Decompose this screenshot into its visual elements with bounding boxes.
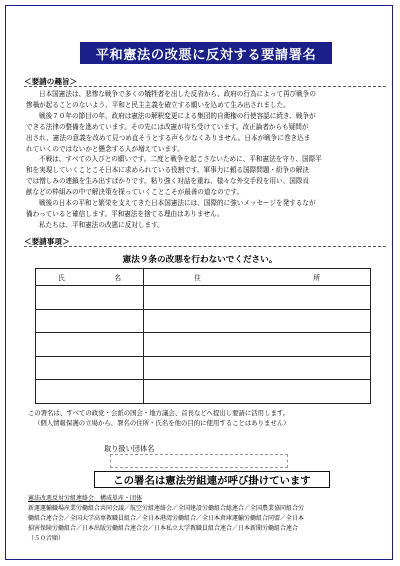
address-field[interactable] <box>144 286 371 310</box>
summary-line: 献などの枠組みの中で解決策を探っていくことこそが最善の道なのです。 <box>26 188 244 197</box>
summary-divider <box>24 86 386 87</box>
address-field[interactable] <box>144 309 371 333</box>
address-column-header: 住 所 <box>144 269 371 286</box>
org-label: 取り扱い団体名 <box>104 444 155 453</box>
table-row <box>36 309 371 333</box>
request-divider <box>24 246 386 247</box>
name-column-header: 氏 名 <box>36 269 144 286</box>
summary-line: 出され、憲法の意義を改めて見つめ直そうとする声も少なくありません。日本が戦争に巻き込ま <box>26 133 311 142</box>
name-field[interactable] <box>36 380 144 404</box>
summary-line: 私たちは、平和憲法の改悪に反対します。 <box>39 220 164 229</box>
notes <box>28 408 388 428</box>
summary-line: 惨禍が起ることのないよう、平和と民主主義を確立する願いを込めて生み出されました。 <box>26 100 290 109</box>
footer-title: 憲法改悪反対労組連絡会 構成単産・団体 <box>28 495 143 502</box>
address-field[interactable] <box>144 356 371 380</box>
table-header-row <box>36 269 371 286</box>
footer-line: 働組合連合会／全国大学高専教職員組合／全日本港湾労働組合／全日本倉庫運輸労働組合同盟／全日本 <box>28 515 305 522</box>
name-field[interactable] <box>36 309 144 333</box>
summary-line: 戦後７０年の節目の年、政府は憲法の解釈変更による集団的自衛権の行使容認に続き、戦争が <box>39 111 316 120</box>
org-name-field[interactable] <box>110 454 288 468</box>
summary-line: 日本国憲法は、悲惨な戦争で多くの犠牲者を出した反省から、政府の行為によって再び戦争の <box>39 90 316 98</box>
address-field[interactable] <box>144 380 371 404</box>
call-banner: この署名は憲法労組連が呼び掛けています <box>94 471 330 488</box>
table-row <box>36 333 371 357</box>
name-field[interactable] <box>36 356 144 380</box>
summary-line: では憎しみの連鎖を生み出すばかりです。粘り強く対話を重ね、様々な外交手段を用い、国際貢 <box>26 177 310 186</box>
signature-sheet <box>5 5 393 560</box>
summary-line: れていくのではないかと懸念する人が増えています。 <box>26 144 184 153</box>
summary-line: 和を実現していくことこそ日本に求められている役割です。軍事力に頼る国際問題・紛争の解決 <box>26 166 310 175</box>
footer-line: 新運運輸職場産業労働組合共同会議／航空労組連絡会／全国建設労働組合総連合／全国農業協同組合労 <box>28 505 305 512</box>
summary-body <box>26 89 388 231</box>
footer <box>28 494 388 544</box>
note-line: この署名は、すべての政党・会派の国会・地方議会、首長などへ提出し要請に活用します。 <box>28 409 290 417</box>
table-row <box>36 286 371 310</box>
footer-line: 損害保険労働組合／日本出版労働組合連合会／日本私立大学教職員組合連合／日本新聞労働組合連合 <box>28 525 299 532</box>
footer-line: （５０音順） <box>28 535 65 542</box>
table-row <box>36 380 371 404</box>
summary-heading: ＜要請の趣旨＞ <box>24 77 78 86</box>
page-title: 平和憲法の改悪に反対する要請署名 <box>80 42 332 64</box>
name-field[interactable] <box>36 286 144 310</box>
table-row <box>36 356 371 380</box>
signature-table <box>35 268 371 404</box>
summary-line: 不戦は、すべての人びとの願いです。二度と戦争を起こさないために、平和憲法を守り、国際平 <box>39 155 322 164</box>
summary-line: 戦後の日本の平和と繁栄を支えてきた日本国憲法には、国際的に強いメッセージを発するなが <box>39 199 316 208</box>
request-text: 憲法９条の改悪を行わないでください。 <box>122 255 278 265</box>
summary-line: できる法律の整備を進めています。その先には改憲が待ち受けています。改正論者からも疑問が <box>26 122 309 131</box>
name-field[interactable] <box>36 333 144 357</box>
summary-line: 備わっていると確信します。平和憲法を捨てる理由はありません。 <box>26 209 224 218</box>
address-field[interactable] <box>144 333 371 357</box>
request-heading: ＜要請事項＞ <box>24 237 70 246</box>
note-line: （個人情報保護の立場から、署名の住所・氏名を他の目的に使用することはありません） <box>34 419 290 427</box>
